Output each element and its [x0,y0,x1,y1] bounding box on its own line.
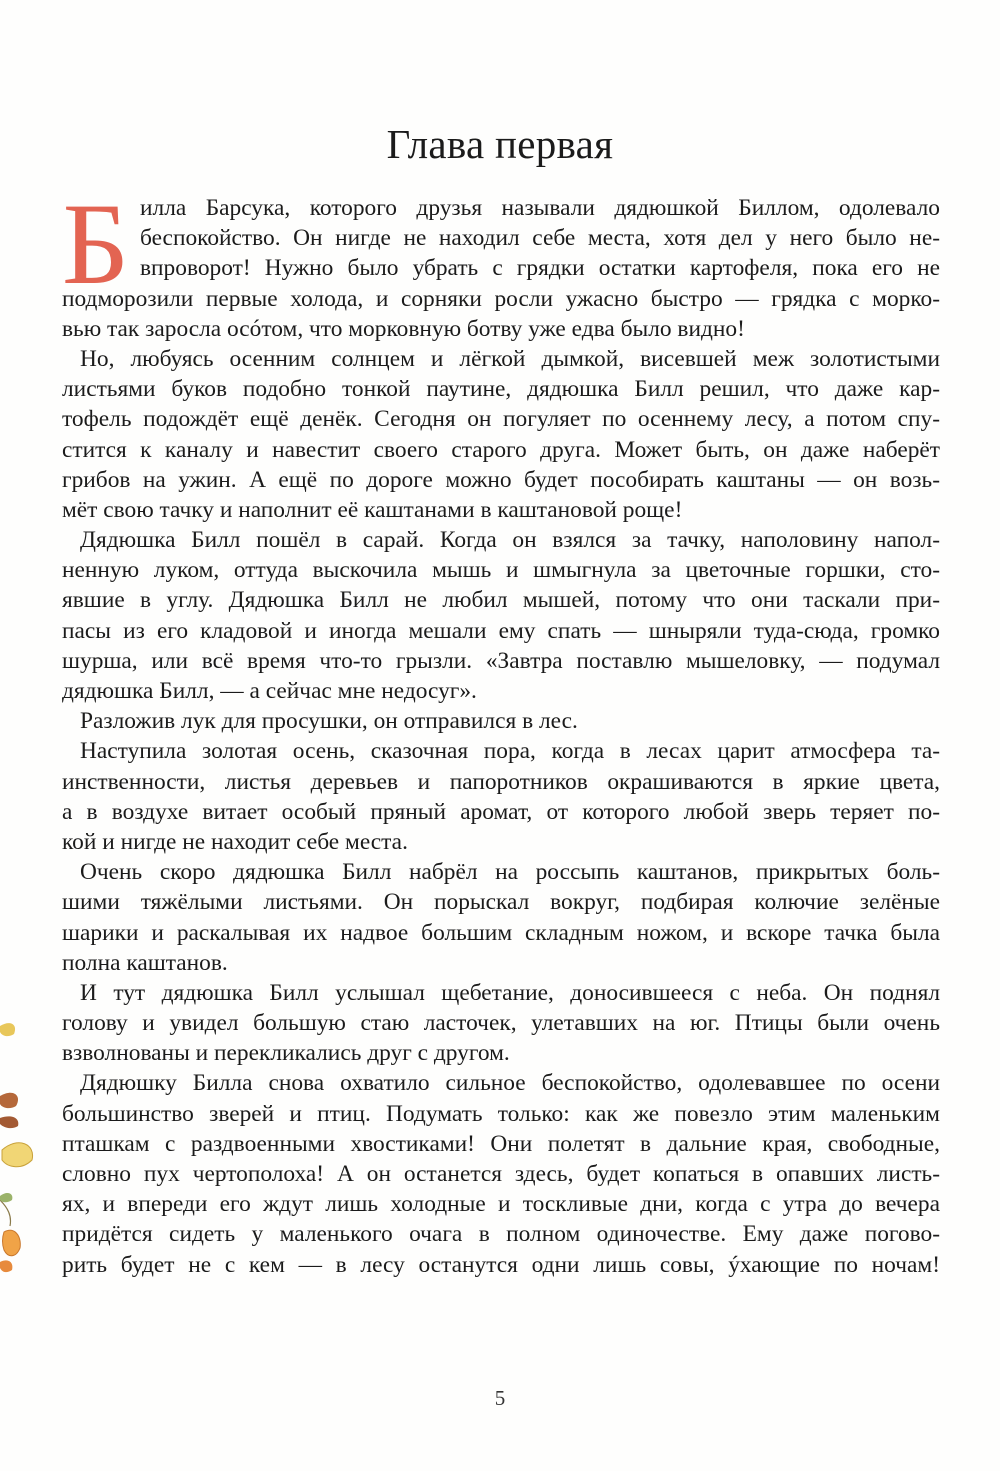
text-line: впроворот! Нужно было убрать с грядки остатки картофеля, пока его не [140,255,940,282]
leaf-stem-icon [0,1200,11,1226]
text-line: тофель подождёт ещё денёк. Сегодня он погуляет по осеннему лесу, а потом спу- [62,406,940,433]
text-line: голову и увидел большую стаю ласточек, улетавших на юг. Птицы были очень [62,1010,940,1037]
text-line: шурша, или всё время что-то грызли. «Завтра поставлю мышеловку, — подумал [62,647,940,674]
text-line: стится к каналу и навестит своего старого друга. Может быть, он даже наберёт [62,436,940,463]
brown-leaf-icon [0,1093,18,1108]
chapter-text [62,180,940,1280]
text-line: беспокойство. Он нигде не находил себе места, хотя дел у него было не- [140,225,940,252]
text-line: грибов на ужин. А ещё по дороге можно будет пособирать каштаны — он возь- [62,466,940,493]
text-line: явшие в углу. Дядюшка Билл не любил мышей, потому что они таскали при- [62,587,940,614]
text-line: И тут дядюшка Билл услышал щебетание, доносившееся с неба. Он поднял [80,979,940,1006]
text-line: Разложив лук для просушки, он отправился в лес. [80,708,578,735]
text-line: а в воздухе витает особый пряный аромат, от которого любой зверь теряет по- [62,798,940,825]
page-number: 5 [494,1386,506,1410]
drop-cap-letter: Б [62,180,130,309]
text-line: большинство зверей и птиц. Подумать только: как же повезло этим маленьким [62,1100,940,1127]
text-line: шарики и раскалывая их надвое большим складным ножом, и вскоре тачка была [62,919,940,946]
text-line: дядюшка Билл, — а сейчас мне недосуг». [62,678,477,704]
text-line: листьями буков подобно тонкой паутине, дядюшка Билл решил, что даже кар- [62,376,940,403]
text-line: придётся сидеть у маленького очага в полном одиночестве. Ему даже погово- [62,1221,940,1248]
text-line: Но, любуясь осенним солнцем и лёгкой дымкой, висевшей меж золотистыми [80,345,940,372]
text-line: взволнованы и перекликались друг с другом. [62,1040,510,1067]
text-line: инственности, листья деревьев и папоротников окрашиваются в яркие цвета, [62,768,940,795]
text-line: подморозили первые холода, и сорняки росли ужасно быстро — грядка с морко- [62,285,940,312]
autumn-leaves-illustration [0,1000,46,1280]
text-line: рить будет не с кем — в лесу останутся одни лишь совы, ýхающие по ночам! [62,1251,940,1278]
yellow-leaf-icon [2,1143,33,1167]
text-line: ненную луком, оттуда выскочила мышь и шмыгнула за цветочные горшки, сто- [62,557,940,584]
text-line: Наступила золотая осень, сказочная пора, когда в лесах царит атмосфера та- [80,738,940,765]
green-leaf-icon [0,1193,12,1202]
physalis-lantern-icon [3,1230,21,1256]
text-line: пасы из его кладовой и иногда мешали ему спать — шныряли туда-сюда, громко [62,617,940,644]
text-line: словно пух чертополоха! А он останется здесь, будет копаться в опавших листь- [62,1161,940,1187]
text-line: мёт свою тачку и наполнит её каштанами в каштановой роще! [62,496,683,523]
text-line: пташкам с раздвоенными хвостиками! Они полетят в дальние края, свободные, [62,1130,940,1157]
brown-leaf-icon [0,1116,18,1128]
chapter-title: Глава первая [386,121,614,167]
text-line: илла Барсука, которого друзья называли дядюшкой Биллом, одолевало [140,195,940,221]
text-line: Дядюшку Билла снова охватило сильное беспокойство, одолевавшее по осени [80,1070,940,1097]
text-line: кой и нигде не находит себе места. [62,828,408,855]
text-line: шими тяжёлыми листьями. Он порыскал вокруг, подбирая колючие зелёные [62,889,940,916]
text-line: Очень скоро дядюшка Билл набрёл на россыпь каштанов, прикрытых боль- [80,859,940,886]
yellow-leaf-icon [0,1023,15,1036]
text-line: Дядюшка Билл пошёл в сарай. Когда он взялся за тачку, наполовину напол- [80,527,940,554]
text-line: полна каштанов. [62,949,228,976]
orange-leaf-icon [0,1260,12,1272]
text-line: ях, и впереди его ждут лишь холодные и тоскливые дни, когда с утра до вечера [62,1191,940,1218]
text-line: вью так заросла осóтом, что морковную ботву уже едва было видно! [62,315,745,342]
